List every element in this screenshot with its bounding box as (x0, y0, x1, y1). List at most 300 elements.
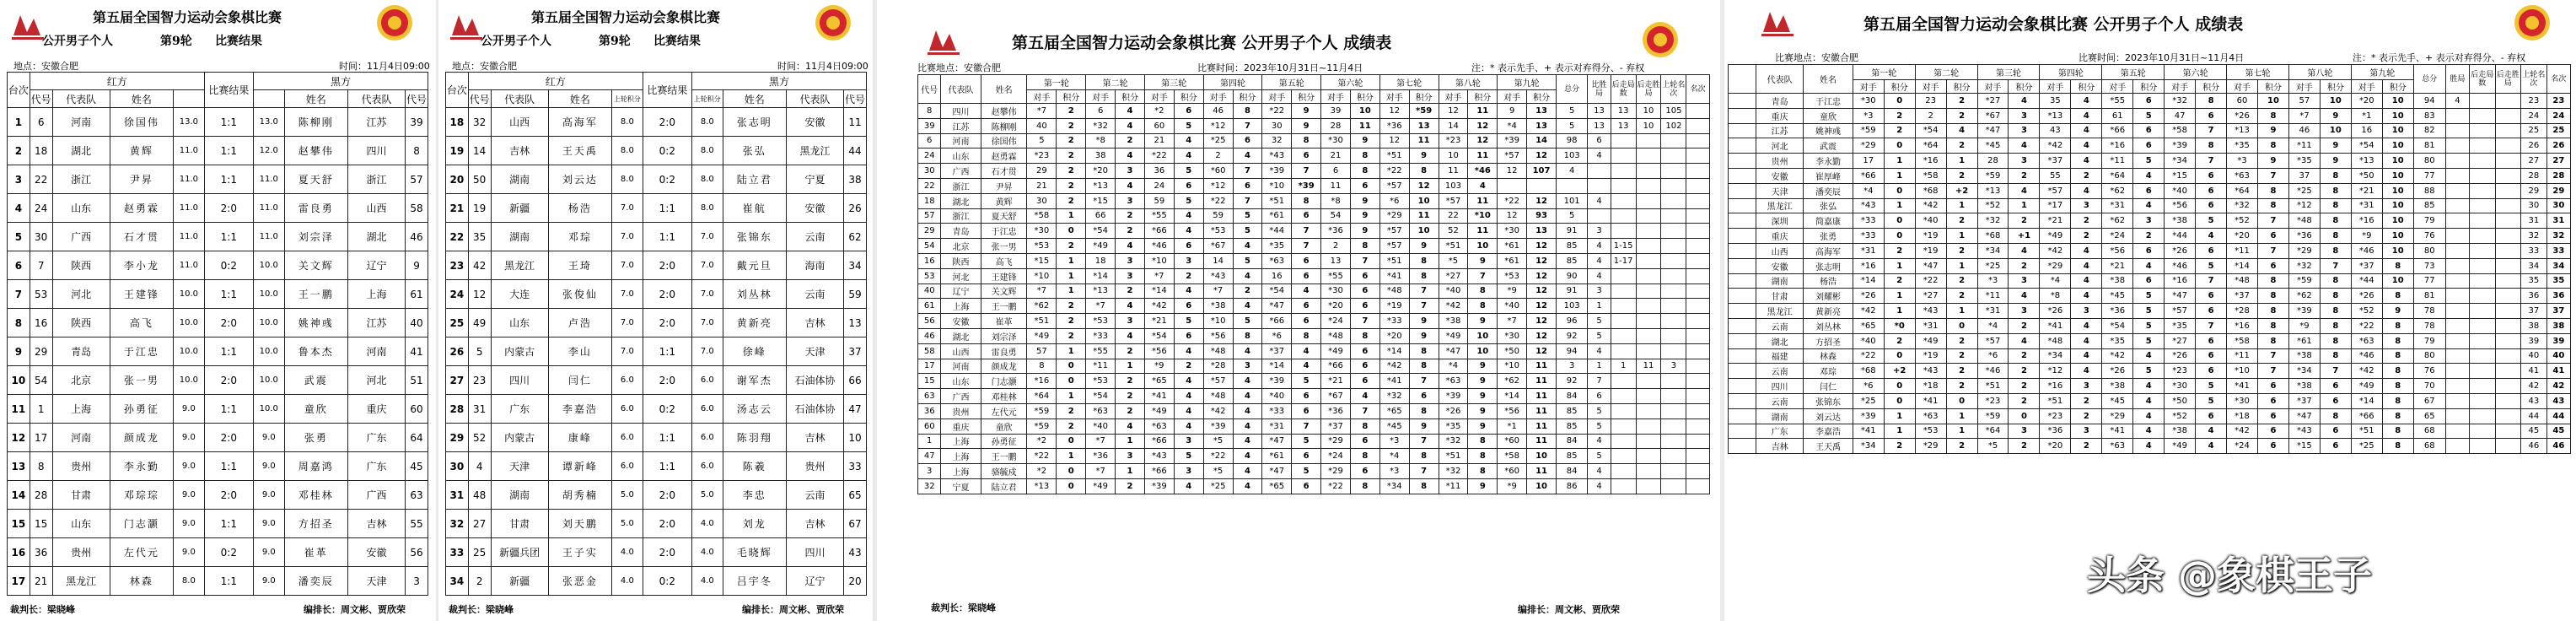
black-team: 辽宁 (347, 251, 405, 280)
black-code: 26 (844, 194, 867, 223)
black-points: 10.0 (254, 309, 285, 338)
wins: 6 (1588, 389, 1611, 404)
black-games: 13 (1611, 118, 1636, 133)
score-cell: 4 (1233, 449, 1262, 464)
red-code: 35 (468, 223, 491, 251)
score-cell: *6 (1977, 348, 2009, 364)
event-name: 公开男子个人 (42, 35, 113, 48)
player-code (1729, 273, 1756, 289)
player-code (1729, 168, 1756, 183)
header-opponent: 对手 (1853, 80, 1884, 94)
round-label: 第9轮 (599, 35, 631, 48)
table-row (1729, 348, 2571, 364)
score-cell: *33 (1086, 328, 1116, 343)
match-result: 2:0 (643, 510, 691, 538)
score-cell: *42 (2351, 364, 2382, 379)
score-cell: *60 (1498, 434, 1527, 449)
total-score: 76 (2413, 229, 2445, 244)
player-code (1729, 408, 1756, 424)
score-cell: *49 (1027, 328, 1057, 343)
table-no: 4 (8, 194, 30, 223)
score-cell: 12 (1527, 239, 1557, 254)
score-cell: *51 (2351, 424, 2382, 439)
black-wins (2495, 424, 2521, 439)
emblem-icon (375, 3, 414, 42)
header-black: 黑方 (254, 73, 428, 90)
red-points: 7.0 (612, 309, 643, 338)
final-rank (1686, 148, 1710, 164)
score-cell: *49 (1086, 478, 1116, 494)
player-name: 李永勤 (1804, 154, 1853, 169)
standings-rows (918, 104, 1710, 494)
score-cell: *41 (1915, 393, 1946, 408)
score-cell: *40 (2165, 183, 2196, 198)
score-cell: 2 (1946, 273, 1977, 289)
player-code: 3 (918, 464, 941, 479)
score-cell: *43 (1915, 304, 1946, 319)
header-points: 积分 (2196, 80, 2227, 94)
score-cell: 1 (1884, 408, 1915, 424)
black-games (1611, 193, 1636, 208)
score-cell: *26 (2165, 348, 2196, 364)
score-cell: *25 (2288, 183, 2320, 198)
black-team: 安徽 (347, 538, 405, 567)
score-cell: *12 (1203, 178, 1233, 193)
score-cell: *36 (2040, 424, 2071, 439)
score-cell: 10 (2382, 168, 2413, 183)
player-code (1729, 364, 1756, 379)
score-cell: *68 (1853, 364, 1884, 379)
score-cell: 7 (1409, 284, 1439, 299)
score-cell: 8 (2382, 318, 2413, 333)
red-team: 河南 (52, 108, 110, 137)
black-points: 9.0 (254, 424, 285, 452)
score-cell: *44 (2351, 273, 2382, 289)
wins: 5 (1588, 314, 1611, 329)
red-points: 7.0 (612, 194, 643, 223)
player-name: 邓琮 (1804, 364, 1853, 379)
score-cell: 4 (1233, 389, 1262, 404)
prev-rank: 45 (2521, 424, 2547, 439)
score-cell: *42 (1203, 403, 1233, 418)
score-cell: 8 (2257, 138, 2288, 154)
total-score: 81 (2413, 138, 2445, 154)
black-name: 张弘 (723, 137, 786, 165)
team-name: 四川 (941, 104, 981, 119)
red-team: 新疆 (491, 194, 548, 223)
final-rank (1686, 403, 1710, 418)
table-no: 28 (446, 395, 469, 424)
total-score: 92 (1556, 328, 1587, 343)
wins: 5 (1588, 328, 1611, 343)
table-no: 5 (8, 223, 30, 251)
table-row (8, 567, 428, 596)
wins: 1 (1588, 299, 1611, 314)
score-cell: *24 (2227, 439, 2258, 454)
table-row (446, 452, 867, 481)
score-cell: *49 (1086, 239, 1116, 254)
table-no: 22 (446, 223, 469, 251)
header-points: 积分 (1884, 80, 1915, 94)
score-cell: *32 (1379, 389, 1409, 404)
score-cell: *58 (2227, 333, 2258, 348)
score-cell: 35 (2040, 94, 2071, 109)
player-code: 6 (918, 133, 941, 148)
black-name: 鲁本杰 (284, 338, 347, 366)
score-cell: 2 (1946, 333, 1977, 348)
score-cell: 4 (2009, 243, 2040, 258)
score-cell: 6 (2196, 408, 2227, 424)
score-cell: 6 (2257, 379, 2288, 394)
score-cell: 12 (1379, 104, 1409, 119)
score-cell: 2 (1057, 118, 1086, 133)
red-points: 8.0 (174, 567, 205, 596)
score-cell: 4 (1233, 299, 1262, 314)
score-cell: *29 (1321, 434, 1351, 449)
score-cell: *40 (1439, 284, 1468, 299)
player-name: 刘云达 (1804, 408, 1853, 424)
total-score: 85 (1556, 418, 1587, 434)
player-name: 高飞 (981, 253, 1027, 268)
score-cell: *7 (1027, 284, 1057, 299)
header-points: 积分 (2382, 80, 2413, 94)
score-cell: *25 (1853, 393, 1884, 408)
red-points: 11.0 (174, 251, 205, 280)
black-games (2469, 424, 2495, 439)
score-cell: *42 (2040, 138, 2071, 154)
standings-rows (1729, 94, 2571, 454)
score-cell: 6 (2320, 424, 2351, 439)
red-points: 6.0 (612, 395, 643, 424)
black-points: 9.0 (254, 481, 285, 510)
score-cell: *22 (1915, 273, 1946, 289)
editors-text: 编排长：周文彬、贾欣荣 (304, 604, 406, 615)
score-cell: 16 (2351, 123, 2382, 138)
header-table: 台次 (446, 73, 469, 108)
table-row (918, 359, 1710, 374)
emblem-icon (1641, 20, 1680, 59)
score-cell: 5 (1292, 374, 1321, 389)
player-name: 赵勇霖 (981, 148, 1027, 164)
score-cell: 4 (2133, 408, 2165, 424)
wins: 5 (1588, 403, 1611, 418)
header-round-5: 第五轮 (2102, 65, 2165, 80)
score-cell: *46 (2165, 258, 2196, 273)
score-cell: 9 (2382, 304, 2413, 319)
score-cell: *42 (2227, 424, 2258, 439)
match-result: 2:0 (643, 280, 691, 309)
table-no: 2 (8, 137, 30, 165)
black-name: 武震 (284, 366, 347, 395)
table-no: 9 (8, 338, 30, 366)
score-cell: *61 (1498, 253, 1527, 268)
table-row (1729, 154, 2571, 169)
score-cell: 2 (2009, 364, 2040, 379)
header-score: 比赛结果 (643, 73, 691, 108)
score-cell: 8 (2257, 318, 2288, 333)
team-name: 湖南 (1756, 273, 1804, 289)
score-cell: 9 (1292, 104, 1321, 119)
score-cell: *22 (1379, 164, 1409, 179)
wins (2445, 243, 2469, 258)
table-row (918, 224, 1710, 239)
red-points: 7.0 (612, 280, 643, 309)
match-result: 0:2 (204, 251, 253, 280)
score-cell: 11 (1468, 193, 1498, 208)
score-cell: 9 (1409, 328, 1439, 343)
score-cell: 2 (1203, 148, 1233, 164)
score-cell: *31 (1977, 304, 2009, 319)
score-cell: 1 (1946, 408, 1977, 424)
score-cell: 8 (2257, 273, 2288, 289)
score-cell: *56 (1144, 343, 1174, 359)
score-cell: *15 (1086, 193, 1116, 208)
pairing-sheet-2 (438, 0, 873, 621)
table-row (918, 328, 1710, 343)
score-cell: *32 (2288, 258, 2320, 273)
total-score: 68 (2413, 424, 2445, 439)
red-code: 7 (30, 251, 52, 280)
team-name: 江苏 (941, 118, 981, 133)
header-round-3: 第三轮 (1977, 65, 2040, 80)
score-cell: 66 (1086, 208, 1116, 224)
score-cell: 12 (1468, 133, 1498, 148)
score-cell: 5 (1292, 464, 1321, 479)
match-result: 1:1 (643, 338, 691, 366)
black-code: 34 (844, 251, 867, 280)
black-points: 9.0 (254, 452, 285, 481)
black-team: 四川 (347, 137, 405, 165)
score-cell: *30 (1853, 94, 1884, 109)
score-cell: *4 (2040, 273, 2071, 289)
total-score: 81 (2413, 289, 2445, 304)
score-cell: *23 (1027, 148, 1057, 164)
team-name: 广西 (941, 164, 981, 179)
score-cell: 4 (1174, 224, 1203, 239)
score-cell: 46 (1203, 104, 1233, 119)
score-cell: *38 (2102, 379, 2133, 394)
score-cell: 8 (2196, 94, 2227, 109)
score-cell: 7 (1292, 239, 1321, 254)
player-code (1729, 393, 1756, 408)
table-row (918, 434, 1710, 449)
player-code: 24 (918, 148, 941, 164)
header-opponent: 对手 (1498, 90, 1527, 104)
match-result: 2:0 (204, 309, 253, 338)
header-round-5: 第五轮 (1262, 75, 1321, 90)
black-name: 汤志云 (723, 395, 786, 424)
red-code: 48 (468, 481, 491, 510)
editors-text: 编排长：周文彬、贾欣荣 (1518, 604, 1620, 615)
score-cell: *57 (2040, 183, 2071, 198)
score-cell: 9 (1350, 224, 1379, 239)
score-cell: 18 (1086, 253, 1116, 268)
black-wins (1636, 193, 1661, 208)
score-cell: *37 (2351, 258, 2382, 273)
score-cell: 0 (1884, 393, 1915, 408)
table-no: 33 (446, 538, 469, 567)
red-team: 北京 (52, 366, 110, 395)
black-code: 61 (406, 280, 428, 309)
score-cell: *31 (2102, 198, 2133, 213)
score-cell: +2 (1884, 364, 1915, 379)
score-cell: *37 (2040, 154, 2071, 169)
prev-rank (1661, 374, 1686, 389)
score-cell: 2 (1174, 359, 1203, 374)
score-cell: 2 (1116, 224, 1145, 239)
score-cell: 4 (2196, 424, 2227, 439)
black-name: 周嘉鸿 (284, 452, 347, 481)
score-cell: 8 (1350, 164, 1379, 179)
header-opponent: 对手 (2040, 80, 2071, 94)
legend-note: 注：* 表示先手、+ 表示对弃得分、- 弃权 (2353, 52, 2526, 63)
header-round-3: 第三轮 (1144, 75, 1203, 90)
table-row (1729, 138, 2571, 154)
venue-text: 比赛地点：安徽合肥 (917, 62, 1001, 73)
score-cell: *42 (1915, 198, 1946, 213)
prev-rank: 40 (2521, 348, 2547, 364)
referee-text: 裁判长：梁晓峰 (10, 604, 75, 615)
score-cell: 4 (1946, 123, 1977, 138)
table-row (446, 510, 867, 538)
score-cell: 2 (2071, 408, 2102, 424)
prev-rank: 24 (2521, 108, 2547, 123)
match-result: 1:1 (204, 395, 253, 424)
red-team: 湖南 (491, 165, 548, 194)
header-points: 积分 (2320, 80, 2351, 94)
black-games (2469, 243, 2495, 258)
score-cell: *35 (1439, 418, 1468, 434)
player-code: 63 (918, 389, 941, 404)
score-cell: *63 (1439, 374, 1468, 389)
header-points: 积分 (1233, 90, 1262, 104)
red-name: 高飞 (110, 309, 173, 338)
score-cell: 9 (1498, 104, 1527, 119)
prev-rank: 34 (2521, 258, 2547, 273)
final-rank (1686, 164, 1710, 179)
player-name: 刘耀彬 (1804, 289, 1853, 304)
match-result: 2:0 (204, 366, 253, 395)
total-score: 85 (2413, 198, 2445, 213)
prev-rank: 31 (2521, 213, 2547, 229)
score-cell: *39 (1439, 389, 1468, 404)
red-name: 李小龙 (110, 251, 173, 280)
score-cell: *23 (1977, 393, 2009, 408)
table-row (446, 538, 867, 567)
final-rank (1686, 343, 1710, 359)
score-cell: *11 (2227, 348, 2258, 364)
black-team: 安徽 (786, 108, 843, 137)
score-cell: *55 (2102, 94, 2133, 109)
red-team: 四川 (491, 366, 548, 395)
score-cell: 4 (2133, 258, 2165, 273)
black-name: 谢军杰 (723, 366, 786, 395)
red-name: 胡秀楠 (548, 481, 611, 510)
score-cell: *42 (2040, 243, 2071, 258)
score-cell: 2 (1116, 403, 1145, 418)
black-name: 张锦东 (723, 223, 786, 251)
score-cell: 12 (1468, 118, 1498, 133)
player-name: 崔革 (981, 314, 1027, 329)
prev-rank: 32 (2521, 229, 2547, 244)
score-cell: 9 (1409, 418, 1439, 434)
red-points: 6.0 (612, 452, 643, 481)
table-row (446, 165, 867, 194)
red-team: 黑龙江 (52, 567, 110, 596)
black-wins (2495, 198, 2521, 213)
score-cell: 6 (2133, 243, 2165, 258)
red-code: 27 (468, 510, 491, 538)
score-cell: *66 (2102, 123, 2133, 138)
score-cell: *25 (1203, 478, 1233, 494)
score-cell: 9 (2320, 154, 2351, 169)
score-cell: 2 (2009, 393, 2040, 408)
score-cell: *57 (2165, 304, 2196, 319)
red-team: 陕西 (52, 251, 110, 280)
red-name: 李永勤 (110, 452, 173, 481)
red-code: 19 (468, 194, 491, 223)
score-cell: *13 (2227, 123, 2258, 138)
red-name: 王建锋 (110, 280, 173, 309)
score-cell: *52 (2165, 408, 2196, 424)
result-label: 比赛结果 (653, 35, 701, 48)
score-cell: *29 (2288, 243, 2320, 258)
black-games (1611, 374, 1636, 389)
red-name: 张一男 (110, 366, 173, 395)
team-name: 云南 (1756, 318, 1804, 333)
score-cell: *19 (1915, 243, 1946, 258)
wins: 4 (1588, 478, 1611, 494)
black-wins (1636, 449, 1661, 464)
black-wins (1636, 389, 1661, 404)
wins (2445, 333, 2469, 348)
score-cell: 6 (2196, 348, 2227, 364)
score-cell: *36 (1321, 403, 1351, 418)
score-cell: 13 (1527, 224, 1557, 239)
score-cell: 4 (2071, 258, 2102, 273)
score-cell: 2 (1116, 374, 1145, 389)
player-code (1729, 243, 1756, 258)
score-cell: 12 (1527, 193, 1557, 208)
score-cell: 11 (1527, 374, 1557, 389)
score-cell: *37 (1321, 418, 1351, 434)
score-cell: *8 (1086, 133, 1116, 148)
score-cell: *14 (1144, 284, 1174, 299)
score-cell: 10 (1350, 104, 1379, 119)
table-row (918, 374, 1710, 389)
sheet-title: 第五届全国智力运动会象棋比赛 (531, 9, 721, 25)
table-row (446, 280, 867, 309)
black-games (1611, 164, 1636, 179)
header-opponent: 对手 (2351, 80, 2382, 94)
wins (2445, 198, 2469, 213)
score-cell: *6 (1379, 193, 1409, 208)
table-row (1729, 273, 2571, 289)
score-cell: 3 (1233, 359, 1262, 374)
black-code: 46 (406, 223, 428, 251)
prev-rank (1661, 164, 1686, 179)
score-cell: 4 (1468, 178, 1498, 193)
score-cell: 6 (2196, 304, 2227, 319)
score-cell: *12 (1203, 118, 1233, 133)
black-games (1611, 224, 1636, 239)
table-row (1729, 393, 2571, 408)
score-cell: *24 (1321, 314, 1351, 329)
black-wins (2495, 273, 2521, 289)
score-cell: *6 (1853, 379, 1884, 394)
prev-rank (1661, 208, 1686, 224)
score-cell: 5 (1174, 193, 1203, 208)
